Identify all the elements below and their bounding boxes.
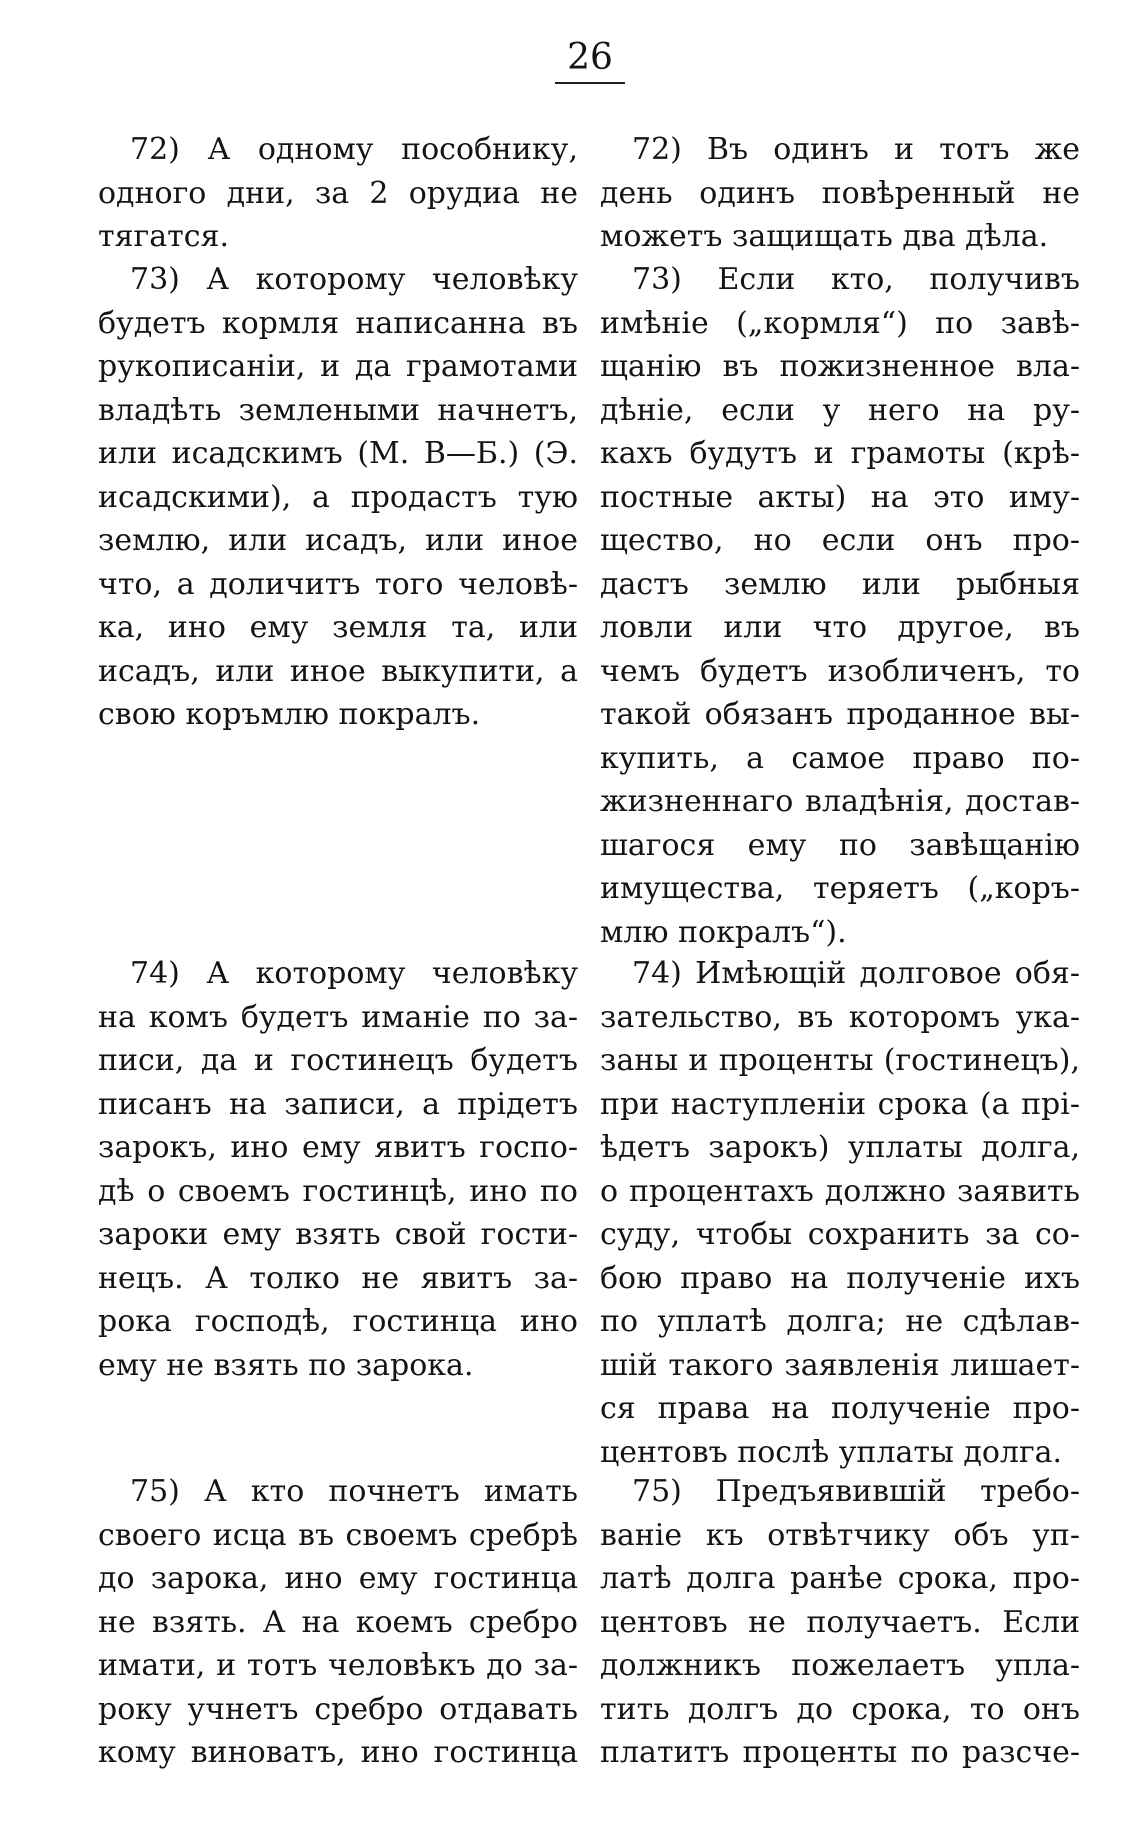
text-line: своего исца въ своемъ сребрѣ — [98, 1517, 578, 1553]
text-line: центовъ не получаетъ. Если — [600, 1604, 1080, 1640]
text-line: что, а доличитъ того человѣ- — [98, 566, 578, 602]
text-line: тягатся. — [98, 219, 229, 254]
text-line: или исадскимъ (М. В—Б.) (Э. — [98, 436, 578, 471]
text-line: 72) Въ одинъ и тотъ же — [632, 132, 1080, 167]
text-line: рукописаніи, и да грамотами — [98, 349, 578, 384]
text-line: шій такого заявленія лишает- — [600, 1347, 1080, 1383]
text-line: можетъ защищать два дѣла. — [600, 219, 1049, 254]
text-line: землю, или исадъ, или иное — [98, 523, 578, 558]
text-line: зароки ему взять свой гости- — [98, 1217, 578, 1252]
text-line: зательство, въ которомъ ука- — [600, 999, 1080, 1035]
modern-text-72 — [600, 128, 1080, 259]
text-line: владѣть землеными начнетъ, — [98, 392, 578, 428]
text-line: платитъ проценты по разсче- — [600, 1735, 1080, 1770]
text-line: 75) А кто почнетъ имать — [130, 1474, 578, 1509]
modern-text-73 — [600, 258, 1080, 954]
modern-text-74 — [600, 952, 1080, 1474]
text-line: кахъ будутъ и грамоты (крѣ- — [600, 436, 1080, 471]
text-line: центовъ послѣ уплаты долга. — [600, 1434, 1063, 1470]
text-line: исадскими), а продастъ тую — [98, 479, 578, 515]
text-line: суду, чтобы сохранить за со- — [600, 1217, 1080, 1252]
old-text-74 — [98, 952, 578, 1387]
text-line: шагося ему по завѣщанію — [600, 827, 1080, 863]
text-line: чемъ будетъ изобличенъ, то — [600, 653, 1080, 689]
text-line: тить долгъ до срока, то онъ — [600, 1691, 1080, 1727]
text-line: исадъ, или иное выкупити, а — [98, 653, 578, 689]
text-line: на комъ будетъ иманіе по за- — [98, 999, 578, 1035]
text-line: ся права на полученіе про- — [600, 1391, 1080, 1426]
text-line: 75) Предъявившій требо- — [632, 1474, 1080, 1509]
modern-text-75 — [600, 1470, 1080, 1775]
text-line: писанъ на записи, а прідетъ — [98, 1086, 578, 1122]
text-line: писи, да и гостинецъ будетъ — [98, 1043, 578, 1078]
old-text-75 — [98, 1470, 578, 1775]
text-line: купить, а самое право по- — [600, 740, 1080, 776]
text-line: до зарока, ино ему гостинца — [98, 1561, 578, 1596]
text-line: заны и проценты (гостинецъ), — [600, 1043, 1080, 1078]
text-line: жизненнаго владѣнія, достав- — [600, 784, 1080, 819]
text-line: щанію въ пожизненное вла- — [600, 349, 1080, 384]
text-line: не взять. А на коемъ сребро — [98, 1604, 578, 1640]
text-line: зарокъ, ино ему явитъ госпо- — [98, 1130, 578, 1165]
text-line: имѣніе („кормля“) по завѣ- — [600, 305, 1080, 341]
text-line: бою право на полученіе ихъ — [600, 1260, 1080, 1296]
text-line: ловли или что другое, въ — [600, 610, 1080, 645]
text-line: ваніе къ отвѣтчику объ уп- — [600, 1517, 1080, 1553]
page-number: 26 — [555, 38, 625, 84]
text-line: рока господѣ, гостинца ино — [98, 1304, 578, 1339]
text-line: о процентахъ должно заявить — [600, 1173, 1080, 1209]
text-line: дѣніе, если у него на ру- — [600, 392, 1080, 428]
text-line: имати, и тотъ человѣкъ до за- — [98, 1648, 578, 1683]
text-line: 73) А которому человѣку — [130, 262, 578, 297]
text-line: свою коръмлю покралъ. — [98, 697, 481, 732]
text-line: млю покралъ“). — [600, 914, 847, 950]
text-line: року учнетъ сребро отдавать — [98, 1691, 578, 1727]
text-line: 72) А одному пособнику, — [130, 132, 578, 167]
text-line: постные акты) на это иму- — [600, 479, 1080, 515]
text-line: латѣ долга ранѣе срока, про- — [600, 1561, 1080, 1596]
old-text-73 — [98, 258, 578, 737]
old-text-72 — [98, 128, 578, 259]
text-line: дѣ о своемъ гостинцѣ, ино по — [98, 1173, 578, 1209]
text-line: должникъ пожелаетъ упла- — [600, 1648, 1080, 1683]
text-line: щество, но если онъ про- — [600, 523, 1080, 558]
text-line: такой обязанъ проданное вы- — [600, 697, 1080, 732]
text-line: 74) Имѣющій долговое обя- — [632, 956, 1080, 991]
text-line: 74) А которому человѣку — [130, 956, 578, 991]
text-line: ка, ино ему земля та, или — [98, 610, 578, 645]
text-line: будетъ кормля написанна въ — [98, 305, 578, 341]
text-line: имущества, теряетъ („коръ- — [600, 871, 1080, 906]
text-line: ему не взять по зарока. — [98, 1347, 474, 1383]
text-line: 73) Если кто, получивъ — [632, 262, 1080, 297]
text-line: ѣдетъ зарокъ) уплаты долга, — [600, 1130, 1080, 1165]
text-line: по уплатѣ долга; не сдѣлав- — [600, 1304, 1080, 1339]
text-line: дастъ землю или рыбныя — [600, 566, 1080, 602]
text-line: кому виноватъ, ино гостинца — [98, 1735, 578, 1770]
text-line: день одинъ повѣренный не — [600, 175, 1080, 211]
text-line: нецъ. А толко не явитъ за- — [98, 1260, 578, 1296]
text-line: одного дни, за 2 орудиа не — [98, 175, 578, 211]
text-line: при наступленіи срока (а прі- — [600, 1086, 1080, 1122]
